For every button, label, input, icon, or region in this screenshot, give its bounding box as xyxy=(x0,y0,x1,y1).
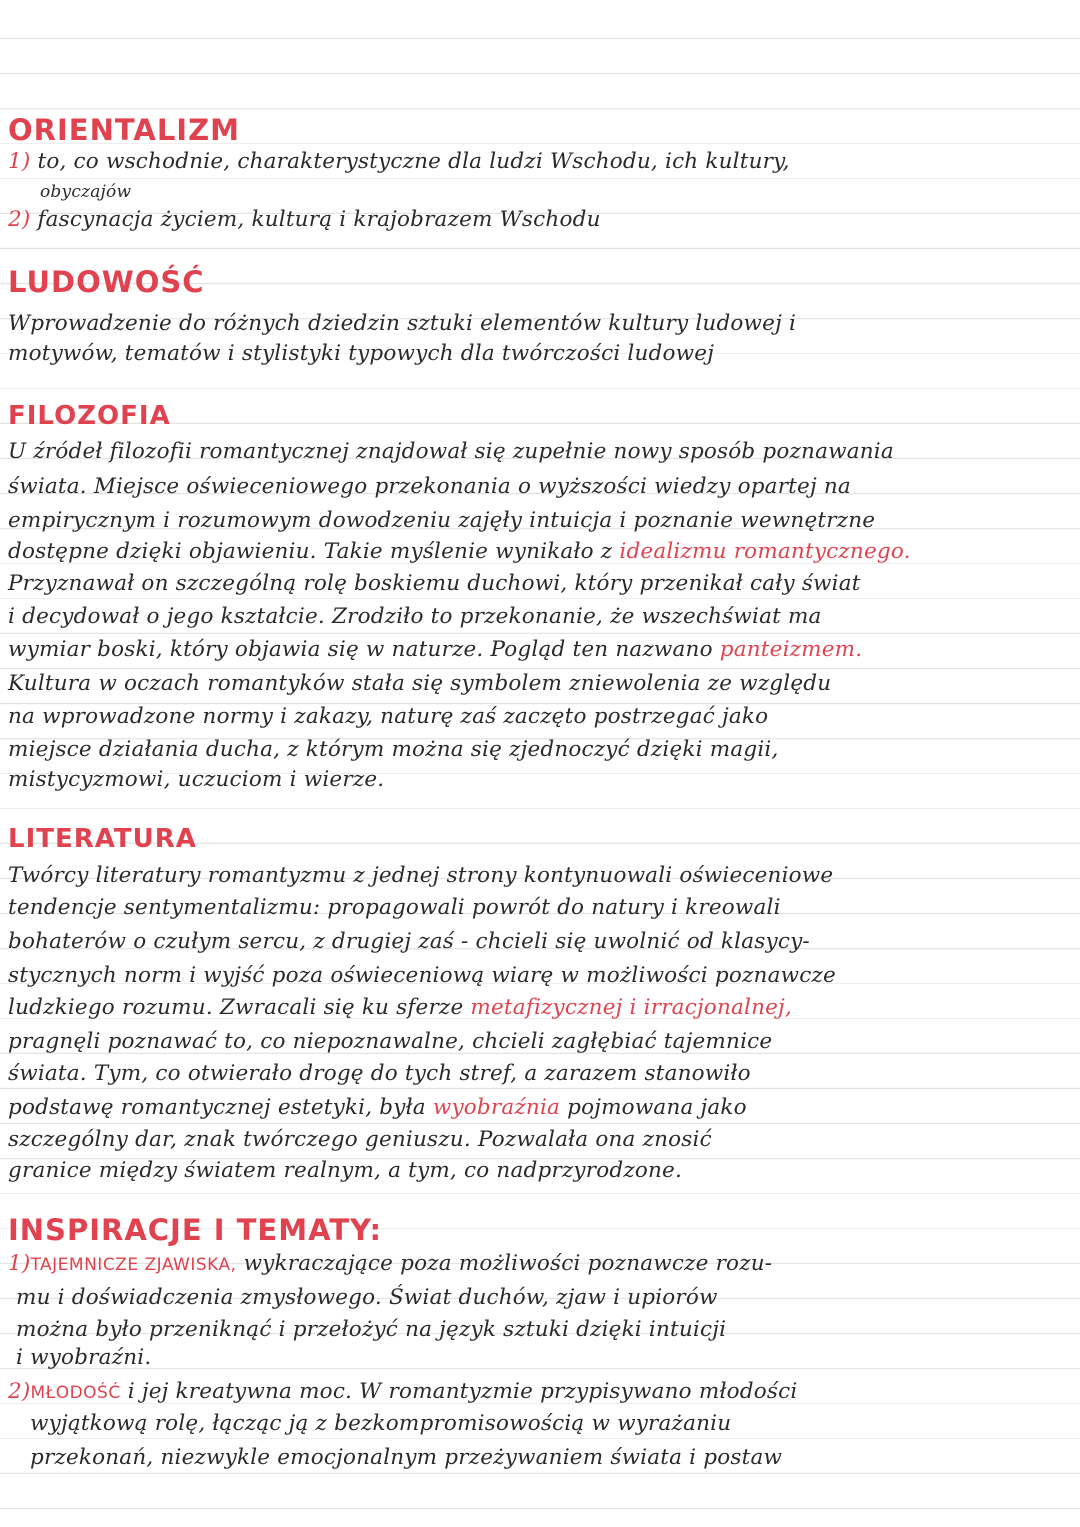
filozofia-line: empirycznym i rozumowym dowodzeniu zajęły intuicja i poznanie wewnętrzne xyxy=(8,508,876,533)
term-idealizm: idealizmu romantycznego. xyxy=(619,539,911,564)
number-1: 1) xyxy=(8,1251,31,1276)
literatura-line: stycznych norm i wyjść poza oświeceniową wiarę w możliwości poznawcze xyxy=(8,963,836,988)
literatura-line: podstawę romantycznej estetyki, była wyobraźnia pojmowana jako xyxy=(8,1095,747,1120)
heading-literatura: LITERATURA xyxy=(8,824,197,854)
filozofia-line: na wprowadzone normy i zakazy, naturę zaś zaczęto postrzegać jako xyxy=(8,704,769,729)
item-title-tajemnicze-zjawiska: TAJEMNICZE ZJAWISKA, xyxy=(30,1255,237,1275)
literatura-line: szczególny dar, znak twórczego geniuszu. Pozwalała ona znosić xyxy=(8,1127,712,1152)
term-wyobraznia: wyobraźnia xyxy=(432,1095,561,1120)
inspiracje-item-2: 2)MŁODOŚĆ i jej kreatywna moc. W romantyzmie przypisywano młodości xyxy=(8,1379,798,1404)
number-2: 2) xyxy=(8,207,31,232)
inspiracje-item-1-line: można było przeniknąć i przełożyć na język sztuki dzięki intuicji xyxy=(16,1317,727,1342)
orientalizm-def-2: 2) fascynacja życiem, kulturą i krajobrazem Wschodu xyxy=(8,207,601,232)
filozofia-line: świata. Miejsce oświeceniowego przekonania o wyższości wiedzy opartej na xyxy=(8,474,851,499)
ludowosc-line: Wprowadzenie do różnych dziedzin sztuki elementów kultury ludowej i xyxy=(8,311,797,336)
inspiracje-item-2-line: przekonań, niezwykle emocjonalnym przeżywaniem świata i postaw xyxy=(30,1445,783,1470)
heading-filozofia: FILOZOFIA xyxy=(8,401,171,431)
filozofia-line: miejsce działania ducha, z którym można się zjednoczyć dzięki magii, xyxy=(8,737,779,762)
heading-inspiracje: INSPIRACJE I TEMATY: xyxy=(8,1213,383,1247)
filozofia-line: i decydował o jego kształcie. Zrodziło to przekonanie, że wszechświat ma xyxy=(8,604,822,629)
literatura-line: pragnęli poznawać to, co niepoznawalne, chcieli zagłębiać tajemnice xyxy=(8,1029,773,1054)
filozofia-line: Przyznawał on szczególną rolę boskiemu duchowi, który przenikał cały świat xyxy=(8,571,861,596)
term-panteizm: panteizmem. xyxy=(719,637,863,662)
ludowosc-line: motywów, tematów i stylistyki typowych dla twórczości ludowej xyxy=(8,341,715,366)
inspiracje-item-1-line: mu i doświadczenia zmysłowego. Świat duchów, zjaw i upiorów xyxy=(16,1285,718,1310)
orientalizm-def-1: 1) to, co wschodnie, charakterystyczne dla ludzi Wschodu, ich kultury, xyxy=(8,149,790,174)
inspiracje-item-1-line: i wyobraźni. xyxy=(16,1345,152,1370)
orientalizm-def-1-cont: obyczajów xyxy=(40,182,132,202)
term-metafizyczna: metafizycznej i irracjonalnej, xyxy=(470,995,792,1020)
literatura-line: świata. Tym, co otwierało drogę do tych stref, a zarazem stanowiło xyxy=(8,1061,751,1086)
literatura-line: tendencje sentymentalizmu: propagowali powrót do natury i kreowali xyxy=(8,895,781,920)
filozofia-line: dostępne dzięki objawieniu. Takie myślenie wynikało z idealizmu romantycznego. xyxy=(8,539,911,564)
literatura-line: granice między światem realnym, a tym, co nadprzyrodzone. xyxy=(8,1158,683,1183)
filozofia-line: U źródeł filozofii romantycznej znajdował się zupełnie nowy sposób poznawania xyxy=(8,439,894,464)
filozofia-line: wymiar boski, który objawia się w naturze. Pogląd ten nazwano panteizmem. xyxy=(8,637,863,662)
heading-ludowosc: LUDOWOŚĆ xyxy=(8,265,205,299)
literatura-line: Twórcy literatury romantyzmu z jednej strony kontynuowali oświeceniowe xyxy=(8,863,834,888)
inspiracje-item-2-line: wyjątkową rolę, łącząc ją z bezkompromisowością w wyrażaniu xyxy=(30,1411,732,1436)
filozofia-line: mistycyzmowi, uczuciom i wierze. xyxy=(8,767,385,792)
number-1: 1) xyxy=(8,149,31,174)
number-2: 2) xyxy=(8,1379,31,1404)
item-title-mlodosc: MŁODOŚĆ xyxy=(30,1383,121,1403)
literatura-line: ludzkiego rozumu. Zwracali się ku sferze metafizycznej i irracjonalnej, xyxy=(8,995,792,1020)
literatura-line: bohaterów o czułym sercu, z drugiej zaś - chcieli się uwolnić od klasycy- xyxy=(8,929,810,954)
heading-orientalizm: ORIENTALIZM xyxy=(8,113,240,147)
filozofia-line: Kultura w oczach romantyków stała się symbolem zniewolenia ze względu xyxy=(8,671,832,696)
inspiracje-item-1: 1)TAJEMNICZE ZJAWISKA, wykraczające poza możliwości poznawcze rozu- xyxy=(8,1251,773,1276)
